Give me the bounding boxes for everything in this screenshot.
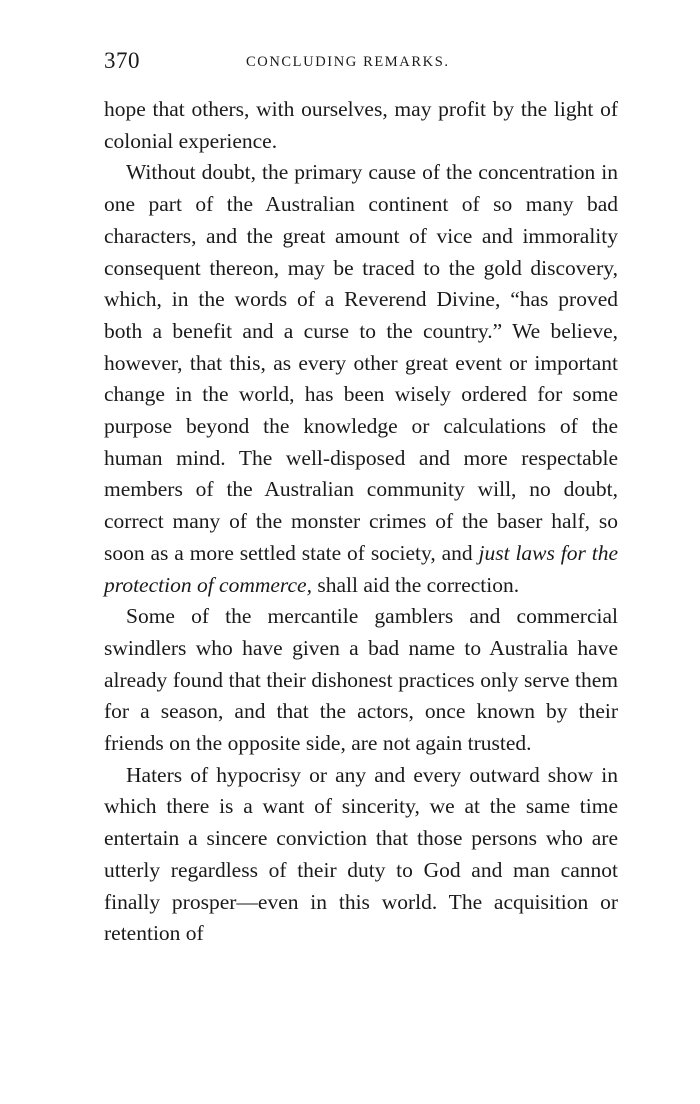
header-title: CONCLUDING REMARKS. <box>246 54 450 70</box>
paragraph-3-text: Some of the mercantile gamblers and commercial swindlers who have given a bad name to Australia have already found that their dishonest practices only serve them for a season, and that the actors, once known by their friends on the opposite side, are not again trusted. <box>104 604 618 756</box>
body-text <box>104 94 618 950</box>
page-number: 370 <box>104 48 140 73</box>
paragraph-3 <box>104 601 618 760</box>
paragraph-2 <box>104 157 618 601</box>
book-page <box>104 46 618 1066</box>
running-header <box>104 46 618 82</box>
paragraph-4 <box>104 760 618 950</box>
paragraph-1-text: hope that others, with ourselves, may profit by the light of colonial experience. <box>104 97 618 153</box>
paragraph-2-text: Without doubt, the primary cause of the concentration in one part of the Australian continent of so many bad characters, and the great amount of vice and immorality consequent thereon, may be traced to the gold discovery, which, in the words of a Reverend Divine, “has proved both a benefit and a curse to the country.” We believe, however, that this, as every other great event or important change in the world, has been wisely ordered for some purpose beyond the knowledge or calculations of the human mind. The well-disposed and more respectable members of the Australian community will, no doubt, correct many of the monster crimes of the baser half, so soon as a more settled state of society, and <box>104 160 618 565</box>
paragraph-4-text: Haters of hypocrisy or any and every outward show in which there is a want of sincerity, we at the same time entertain a sincere conviction that those persons who are utterly regardless of their duty to God and man cannot finally prosper—even in this world. The acquisition or retention of <box>104 762 618 946</box>
paragraph-2-text-end: shall aid the correction. <box>317 572 520 597</box>
paragraph-1 <box>104 94 618 157</box>
paragraph-2-italic-phrase: just laws for the protection of commerce, <box>104 540 618 597</box>
